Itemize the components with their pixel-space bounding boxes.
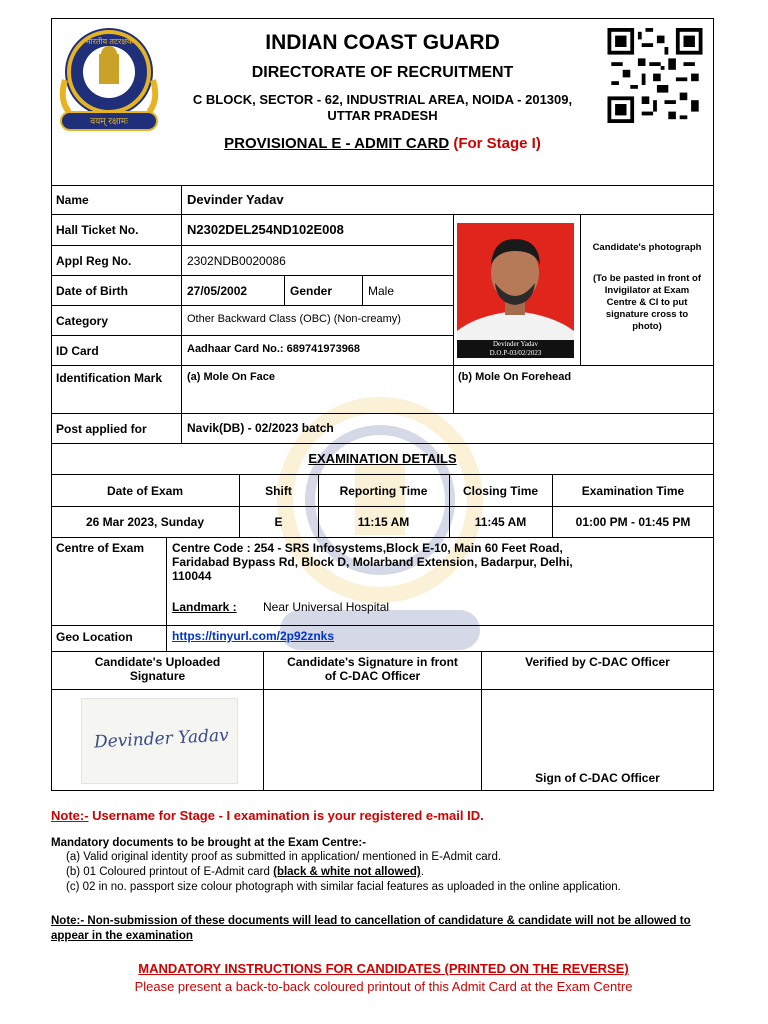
- doc-a: (a) Valid original identity proof as submitted in application/ mentioned in E-Admit card.: [66, 851, 502, 863]
- directorate-title: DIRECTORATE OF RECRUITMENT: [251, 64, 514, 81]
- sig-col-verified: Verified by C-DAC Officer: [525, 655, 670, 669]
- exam-date: 26 Mar 2023, Sunday: [85, 515, 205, 529]
- divider: [51, 185, 714, 186]
- logo-text-bottom: वयम् रक्षामः: [90, 116, 128, 126]
- geo-location-link[interactable]: https://tinyurl.com/2p92znks: [172, 629, 335, 643]
- address-line2: UTTAR PRADESH: [327, 108, 438, 123]
- mark-a: (a) Mole On Face: [187, 371, 276, 383]
- name-label: Name: [56, 193, 89, 207]
- post-value: Navik(DB) - 02/2023 batch: [187, 421, 334, 435]
- landmark-value: Near Universal Hospital: [263, 600, 390, 614]
- id-card-label: ID Card: [56, 344, 99, 358]
- geo-label: Geo Location: [56, 630, 133, 644]
- post-label: Post applied for: [56, 422, 147, 436]
- divider: [284, 275, 285, 305]
- address-line1: C BLOCK, SECTOR - 62, INDUSTRIAL AREA, NOIDA - 201309,: [192, 92, 573, 107]
- photo-caption-name: Devinder Yadav: [492, 340, 539, 348]
- appl-reg-value: 2302NDB0020086: [187, 254, 286, 268]
- divider: [166, 537, 167, 651]
- sig-col-cdac: Candidate's Signature in front of C-DAC Officer: [287, 655, 458, 683]
- identification-label: Identification Mark: [56, 371, 163, 385]
- card-title: PROVISIONAL E - ADMIT CARD: [224, 135, 450, 152]
- divider: [51, 245, 453, 246]
- gender-value: Male: [368, 284, 395, 298]
- divider: [362, 275, 363, 305]
- exam-closing-time: 11:45 AM: [474, 515, 527, 529]
- divider: [580, 214, 581, 365]
- org-title: INDIAN COAST GUARD: [265, 31, 500, 54]
- logo-text-top: भारतीय तटरक्षक: [84, 37, 134, 46]
- divider: [51, 474, 714, 475]
- divider: [51, 689, 714, 690]
- centre-label: Centre of Exam: [56, 541, 145, 555]
- candidate-photo-icon: [457, 223, 574, 358]
- divider: [51, 214, 714, 215]
- divider: [51, 625, 714, 626]
- divider: [51, 537, 714, 538]
- divider: [51, 413, 714, 414]
- note1: [51, 808, 484, 823]
- centre-text: Centre Code : 254 - SRS Infosystems,Block E-10, Main 60 Feet Road, Faridabad Bypass Rd, Block D, Molarband Extension, Badarpur, Delhi, 110044: [172, 541, 573, 583]
- doc-b-pre: (b) 01 Coloured printout of E-Admit card: [66, 866, 274, 878]
- exam-header-shift: Shift: [265, 484, 292, 498]
- divider: [453, 214, 454, 413]
- doc-b-post: .: [420, 866, 424, 878]
- divider: [181, 185, 182, 443]
- exam-shift: E: [274, 515, 283, 529]
- note2: Note:- Non-submission of these documents will lead to cancellation of candidature & candidate will not be allowed to appear in the examination: [51, 915, 691, 942]
- card-title-line: [160, 135, 605, 152]
- doc-b: [66, 866, 424, 878]
- id-card-value: Aadhaar Card No.: 689741973968: [187, 343, 361, 355]
- sig-col-uploaded: Candidate's Uploaded Signature: [94, 655, 221, 683]
- appl-reg-label: Appl Reg No.: [56, 254, 132, 268]
- divider: [51, 365, 714, 366]
- doc-b-bold: (black & white not allowed): [273, 866, 421, 878]
- divider: [263, 651, 264, 791]
- divider: [51, 335, 453, 336]
- divider: [51, 305, 453, 306]
- exam-reporting-time: 11:15 AM: [357, 515, 410, 529]
- gender-label: Gender: [290, 284, 333, 298]
- exam-header-reporting: Reporting Time: [339, 484, 428, 498]
- hall-ticket-label: Hall Ticket No.: [56, 223, 139, 237]
- divider: [481, 651, 482, 791]
- candidate-name: Devinder Yadav: [187, 192, 284, 207]
- divider: [51, 275, 453, 276]
- instructions-title: MANDATORY INSTRUCTIONS FOR CANDIDATES (PRINTED ON THE REVERSE): [138, 961, 629, 976]
- doc-c: (c) 02 in no. passport size colour photograph with similar facial features as uploaded in the online application.: [66, 881, 621, 893]
- landmark-label: Landmark :: [172, 600, 237, 614]
- mark-b: (b) Mole On Forehead: [458, 371, 572, 383]
- uploaded-signature-box: [81, 698, 238, 784]
- note1-text: Username for Stage - I examination is your registered e-mail ID.: [88, 808, 484, 823]
- photo-note-title: Candidate's photograph: [592, 242, 702, 253]
- card-stage: (For Stage I): [453, 135, 541, 152]
- dob-label: Date of Birth: [56, 284, 128, 298]
- qr-code-icon: [605, 28, 705, 123]
- instructions-text: Please present a back-to-back coloured printout of this Admit Card at the Exam Centre: [134, 979, 633, 994]
- hall-ticket-value: N2302DEL254ND102E008: [187, 222, 344, 237]
- docs-title: Mandatory documents to be brought at the Exam Centre:-: [51, 837, 366, 849]
- officer-sign-label: Sign of C-DAC Officer: [535, 771, 660, 785]
- divider: [51, 651, 714, 652]
- dob-value: 27/05/2002: [187, 284, 248, 298]
- exam-time: 01:00 PM - 01:45 PM: [575, 515, 691, 529]
- note1-prefix: Note:-: [51, 808, 89, 823]
- divider: [51, 506, 714, 507]
- uploaded-signature: Devinder Yadav: [93, 725, 230, 753]
- category-value: Other Backward Class (OBC) (Non-creamy): [187, 313, 401, 325]
- category-label: Category: [56, 314, 109, 328]
- exam-section-title: EXAMINATION DETAILS: [308, 451, 457, 466]
- photo-caption-dop: D.O.P-03/02/2023: [489, 349, 542, 357]
- candidate-photo: [457, 223, 574, 358]
- exam-header-closing: Closing Time: [462, 484, 539, 498]
- exam-header-date: Date of Exam: [106, 484, 184, 498]
- exam-header-exam-time: Examination Time: [581, 484, 685, 498]
- photo-note: (To be pasted in front of Invigilator at Exam Centre & CI to put signature cross to photo): [592, 273, 701, 332]
- divider: [51, 443, 714, 444]
